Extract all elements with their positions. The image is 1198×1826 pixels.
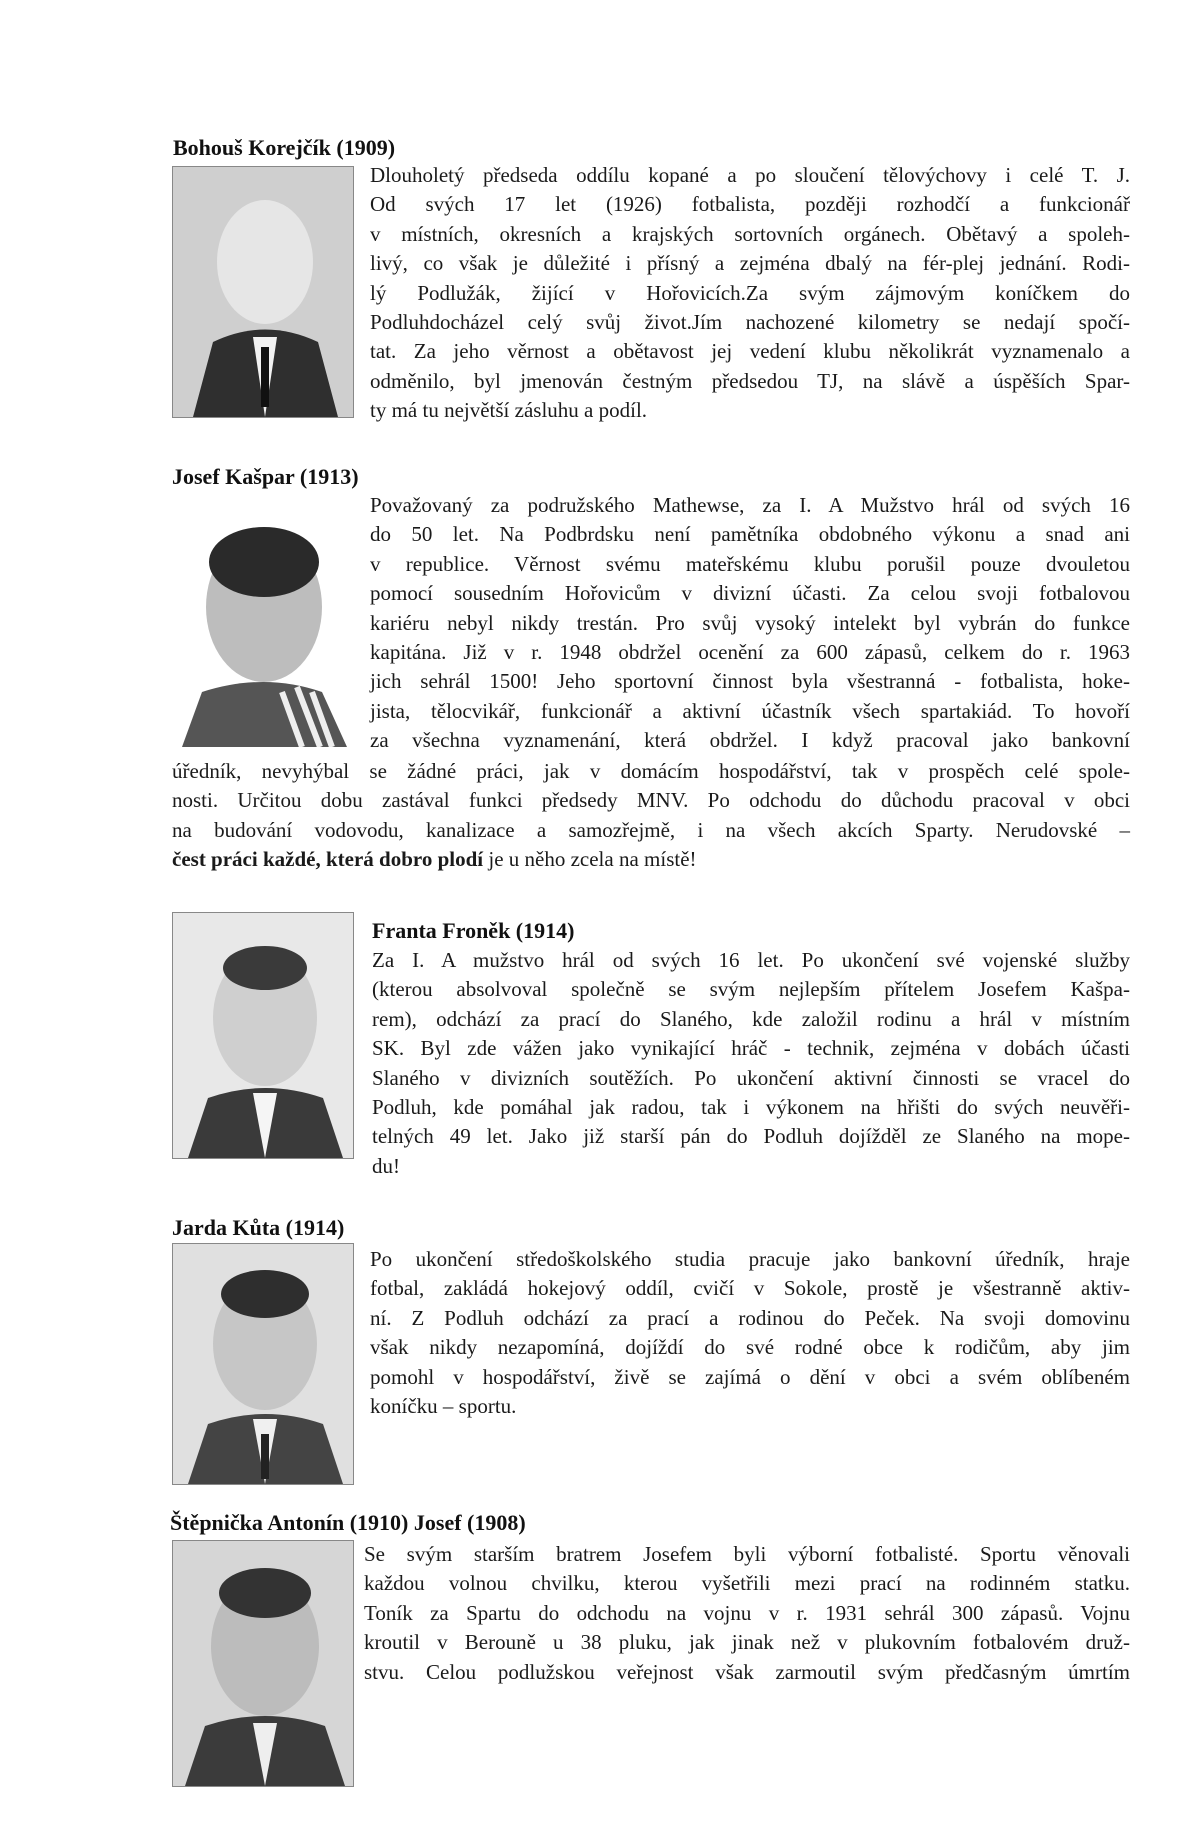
- section-heading-stepnicka: Štěpnička Antonín (1910) Josef (1908): [170, 1510, 526, 1535]
- section-heading-korejcik: Bohouš Korejčík (1909): [173, 135, 396, 160]
- text-line: do 50 let. Na Podbrdsku není pamětníka obdobného výkonu a snad ani: [370, 522, 1130, 547]
- text-line: Toník za Spartu do odchodu na vojnu v r. 1931 sehrál 300 zápasů. Vojnu: [364, 1600, 1130, 1625]
- section-text-kuta: [370, 1245, 1130, 1421]
- text-line: stvu. Celou podlužskou veřejnost však zarmoutil svým předčasným úmrtím: [364, 1659, 1130, 1684]
- portrait-photo-kaspar: [172, 492, 352, 747]
- section-heading-kuta: Jarda Kůta (1914): [172, 1215, 345, 1240]
- text-line: du!: [372, 1153, 400, 1178]
- text-line: jista, tělocvikář, funkcionář a aktivní účastník všech spartakiád. To hovoří: [370, 698, 1130, 723]
- portrait-photo-stepnicka: [172, 1540, 354, 1787]
- text-line: Podluhdocházel celý svůj život.Jím nachozené kilometry se nedají spočí-: [370, 310, 1130, 335]
- text-line: však nikdy nezapomíná, dojíždí do své rodné obce k rodičům, aby jim: [370, 1335, 1130, 1360]
- text-line: kapitána. Již v r. 1948 obdržel ocenění za 600 zápasů, celkem do r. 1963: [370, 640, 1130, 665]
- text-line: (kterou absolvoval společně se svým nejlepším přítelem Josefem Kašpa-: [372, 977, 1130, 1002]
- portrait-photo-fronek: [172, 912, 354, 1159]
- text-line: Dlouholetý předseda oddílu kopané a po sloučení tělovýchovy i celé T. J.: [370, 163, 1130, 187]
- text-line: jich sehrál 1500! Jeho sportovní činnost byla všestranná - fotbalista, hoke-: [370, 669, 1130, 694]
- section-heading-kaspar: Josef Kašpar (1913): [172, 464, 359, 489]
- text-line: pomohl v hospodářství, živě se zajímá o dění v obci a svém oblíbeném: [370, 1364, 1130, 1389]
- text-line: rem), odchází za prací do Slaného, kde založil rodinu a hrál v místním: [372, 1006, 1130, 1031]
- text-line: v republice. Věrnost svému mateřskému klubu porušil pouze dvouletou: [370, 551, 1130, 576]
- text-line: Považovaný za podružského Mathewse, za I. A Mužstvo hrál od svých 16: [370, 493, 1130, 517]
- text-line: ty má tu největší zásluhu a podíl.: [370, 398, 648, 423]
- section-text-fronek: [372, 946, 1130, 1181]
- section-text-stepnicka: [364, 1540, 1130, 1687]
- text-line: Od svých 17 let (1926) fotbalista, později rozhodčí a funkcionář: [370, 192, 1130, 217]
- text-line: [172, 845, 1130, 874]
- text-line: odměnilo, byl jmenován čestným předsedou TJ, na slávě a úspěších Spar-: [370, 368, 1130, 393]
- text-line: v místních, okresních a krajských sortovních orgánech. Obětavý a spoleh-: [370, 221, 1130, 246]
- text-line: na budování vodovodu, kanalizace a samozřejmě, i na všech akcích Sparty. Nerudovské –: [172, 817, 1130, 842]
- text-line: Za I. A mužstvo hrál od svých 16 let. Po ukončení své vojenské služby: [372, 948, 1130, 972]
- text-line: ní. Z Podluh odchází za prací a rodinou do Peček. Na svoji domovinu: [370, 1305, 1130, 1330]
- text-line: Podluh, kde pomáhal jak radou, tak i výkonem na hřišti do svých neuvěři-: [372, 1095, 1130, 1120]
- text-line: koníčku – sportu.: [370, 1394, 517, 1419]
- text-line: Se svým starším bratrem Josefem byli výborní fotbalisté. Sportu věnovali: [364, 1542, 1130, 1566]
- text-line: kariéru nebyl nikdy trestán. Pro svůj vysoký intelekt byl vybrán do funkce: [370, 610, 1130, 635]
- text-line: fotbal, zakládá hokejový oddíl, cvičí v Sokole, prostě je všestranně aktiv-: [370, 1276, 1130, 1301]
- section-text-kaspar-continued: [172, 757, 1130, 875]
- text-line: Po ukončení středoškolského studia pracuje jako bankovní úředník, hraje: [370, 1247, 1130, 1271]
- text-line: úředník, nevyhýbal se žádné práci, jak v domácím hospodářství, tak v prospěch celé spole-: [172, 759, 1130, 783]
- emphasized-quote: čest práci každé, která dobro plodí: [172, 847, 484, 872]
- portrait-photo-kuta: [172, 1243, 354, 1485]
- section-text-kaspar: [370, 491, 1130, 756]
- quote-remainder: je u něho zcela na místě!: [483, 847, 697, 872]
- section-heading-fronek: Franta Froněk (1914): [372, 918, 575, 943]
- text-line: pomocí sousedním Hořovicům v divizní účasti. Za celou svoji fotbalovou: [370, 581, 1130, 606]
- text-line: kroutil v Berouně u 38 pluku, jak jinak než v plukovním fotbalovém druž-: [364, 1630, 1130, 1655]
- text-line: Slaného v divizních soutěžích. Po ukončení aktivní činnosti se vracel do: [372, 1065, 1130, 1090]
- text-line: tat. Za jeho věrnost a obětavost jej vedení klubu několikrát vyznamenalo a: [370, 339, 1130, 364]
- text-line: SK. Byl zde vážen jako vynikající hráč - technik, zejména v dobách účasti: [372, 1036, 1130, 1061]
- text-line: nosti. Určitou dobu zastával funkci předsedy MNV. Po odchodu do důchodu pracoval v obci: [172, 788, 1130, 813]
- text-line: každou volnou chvilku, kterou vyšetřili mezi prací na rodinném statku.: [364, 1571, 1130, 1596]
- text-line: telných 49 let. Jako již starší pán do Podluh dojížděl ze Slaného na mope-: [372, 1124, 1130, 1149]
- portrait-photo-korejcik: [172, 166, 354, 418]
- text-line: za všechna vyznamenání, která obdržel. I když pracoval jako bankovní: [370, 728, 1130, 753]
- text-line: livý, co však je důležité i přísný a zejména dbalý na fér-plej jednání. Rodi-: [370, 251, 1130, 276]
- text-line: lý Podlužák, žijící v Hořovicích.Za svým zájmovým koníčkem do: [370, 280, 1130, 305]
- section-text-korejcik: [370, 161, 1130, 426]
